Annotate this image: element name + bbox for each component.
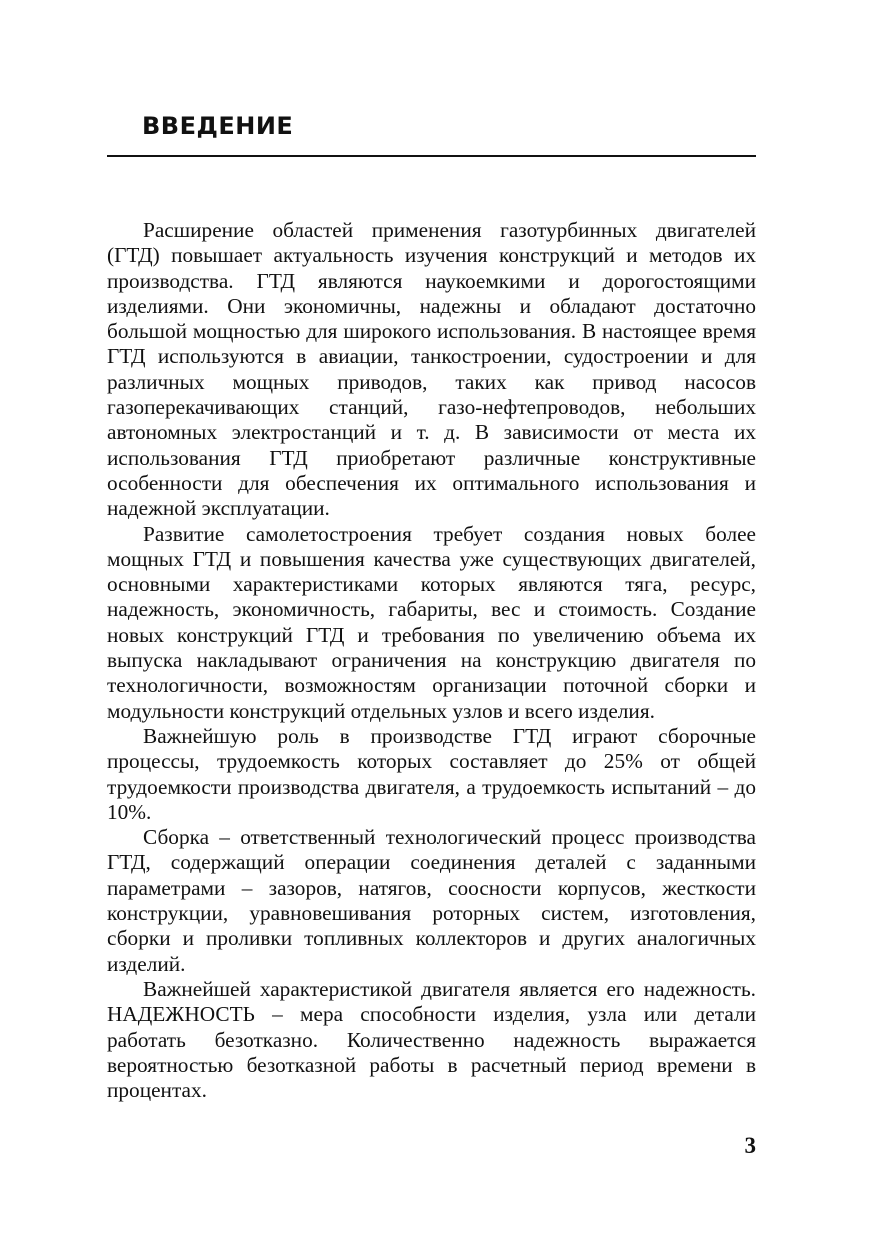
page-number: 3 xyxy=(744,1133,756,1158)
body-text xyxy=(107,218,756,1103)
section-heading: ВВЕДЕНИЕ xyxy=(142,112,294,140)
paragraph: Развитие самолетостроения требует создания новых более мощных ГТД и повышения качества уже существующих двигателей, основными характеристиками которых являются тяга, ресурс, надежность, экономичность, габариты, вес и стоимость. Создание новых конструкций ГТД и требования по увеличению объема их выпуска накладывают ограничения на конструкцию двигателя по технологичности, возможностям организации поточной сборки и модульности конструкций отдельных узлов и всего изделия. xyxy=(107,521,756,723)
paragraph: Расширение областей применения газотурбинных двигателей (ГТД) повышает актуальность изучения конструкций и методов их производства. ГТД являются наукоемкими и дорогостоящими изделиями. Они экономичны, надежны и обладают достаточно большой мощностью для широкого использования. В настоящее время ГТД используются в авиации, танкостроении, судостроении и для различных мощных приводов, таких как привод насосов газоперекачивающих станций, газо-нефтепроводов, небольших автономных электростанций и т. д. В зависимости от места их использования ГТД приобретают различные конструктивные особенности для обеспечения их оптимального использования и надежной эксплуатации. xyxy=(107,218,756,521)
paragraph: Важнейшей характеристикой двигателя является его надежность. НАДЕЖНОСТЬ – мера способности изделия, узла или детали работать безотказно. Количественно надежность выражается вероятностью безотказной работы в расчетный период времени в процентах. xyxy=(107,976,756,1103)
heading-divider xyxy=(107,155,756,157)
paragraph: Сборка – ответственный технологический процесс производства ГТД, содержащий операции соединения деталей с заданными параметрами – зазоров, натягов, соосности корпусов, жесткости конструкции, уравновешивания роторных систем, изготовления, сборки и проливки топливных коллекторов и других аналогичных изделий. xyxy=(107,825,756,976)
paragraph: Важнейшую роль в производстве ГТД играют сборочные процессы, трудоемкость которых составляет до 25% от общей трудоемкости производства двигателя, а трудоемкость испытаний – до 10%. xyxy=(107,723,756,824)
